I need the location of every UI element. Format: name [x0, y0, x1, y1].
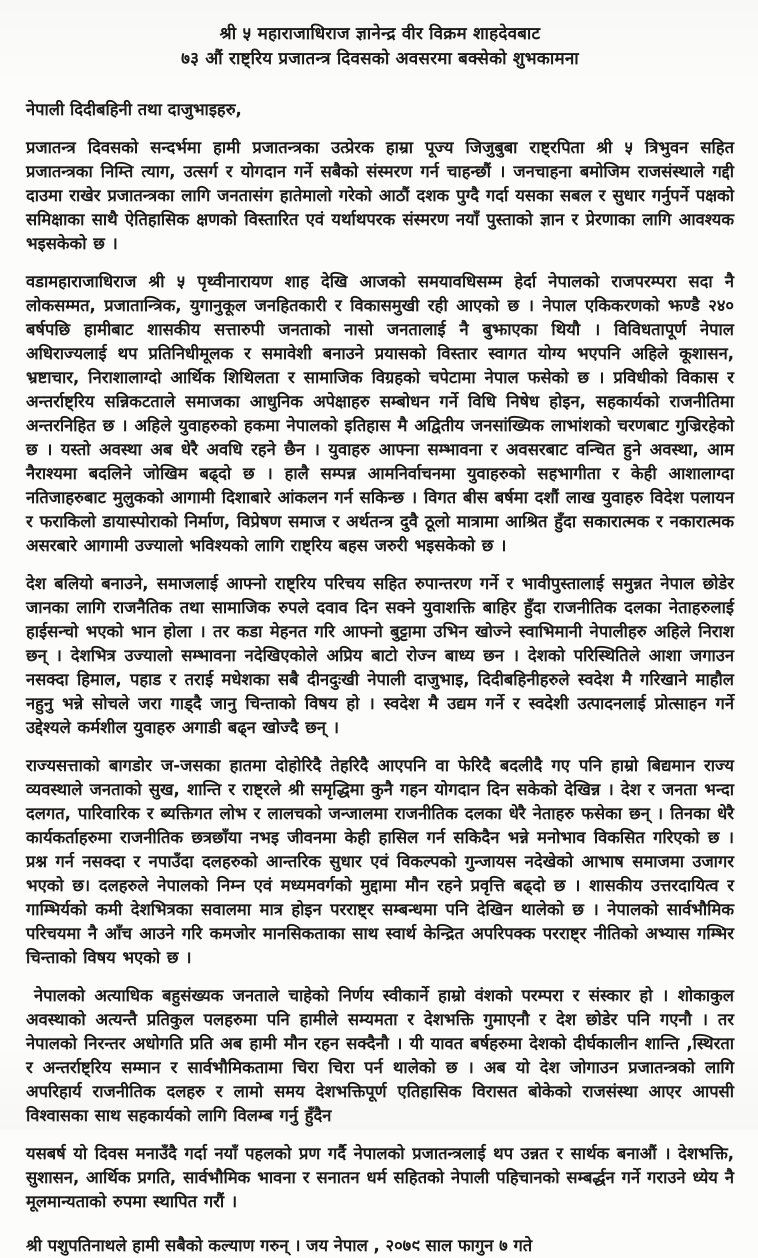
heading-occasion-line: ७३ औं राष्ट्रिय प्रजातन्त्र दिवसको अवसरमा बक्सेको शुभकामना	[181, 49, 579, 69]
heading-sender-line: श्री ५ महाराजाधिराज ज्ञानेन्द्र वीर विक्रम शाहदेवबाट	[219, 24, 541, 44]
paragraph-history-youth: वडामहाराजाधिराज श्री ५ पृथ्वीनारायण शाह देखि आजको समयावधिसम्म हेर्दा नेपालको राजपरम्परा सदा नै लोकसम्मत, प्रजातान्त्रिक, युगानुकूल जनहितकारी र विकासमुखी रही आएको छ । नेपाल एकिकरणको झण्डै २४० बर्षपछि हामीबाट शासकीय सत्तारुपी जनताको नासो जनतालाई नै बुझाएका थियौ । विविधतापूर्ण नेपाल अधिराज्यलाई थप प्रतिनिधीमूलक र समावेशी बनाउने प्रयासको विस्तार स्वागत योग्य भएपनि अहिले कूशासन, भ्रष्टाचार, निराशालाग्दो आर्थिक शिथिलता र सामाजिक विग्रहको चपेटामा नेपाल फसेको छ । प्रविधीको विकास र अन्तर्राष्ट्रिय सन्निकटताले समाजका आधुनिक अपेक्षाहरु सम्बोधन गर्ने विधि निषेध होइन, सहकार्यको राजनीतिमा अन्तरनिहित छ । अहिले युवाहरुको हकमा नेपालको इतिहास मै अद्वितीय जनसांख्यिक लाभांशको चरणबाट गुज्रिरहेको छ । यस्तो अवस्था अब धेरै अवधि रहने छैन । युवाहरु आफ्ना सम्भावना र अवसरबाट वन्चित हुने अवस्था, आम नैराश्यमा बदलिने जोखिम बढ्दो छ । हालै सम्पन्न आमनिर्वाचनमा युवाहरुको सहभागीता र केही आशालाग्दा नतिजाहरुबाट मुलुकको आगामी दिशाबारे आंकलन गर्न सकिन्छ । विगत बीस बर्षमा दशौं लाख युवाहरु विदेश पलायन र फराकिलो डायास्पोराको निर्माण, विप्रेषण समाज र अर्थतन्त्र दुवै ठूलो मात्रामा आश्रित हुँदा सकारात्मक र नकारात्मक असरबारे आगामी उज्यालो भविश्यको लागि राष्ट्रिय बहस जरुरी भइसकेको छ ।	[26, 272, 734, 555]
paragraph-migration-concern: देश बलियो बनाउने, समाजलाई आफ्नो राष्ट्रिय परिचय सहित रुपान्तरण गर्ने र भावीपुस्तालाई समुन्नत नेपाल छोडेर जानका लागि राजनैतिक तथा सामाजिक रुपले दवाव दिन सक्ने युवाशक्ति बाहिर हुँदा राजनीतिक दलका नेताहरुलाई हाईसन्चो भएको भान होला । तर कडा मेहनत गरि आफ्नो बुट्टामा उभिन खोज्ने स्वाभिमानी नेपालीहरु अहिले निराश छन् । देशभित्र उज्यालो सम्भावना नदेखिएकोले अप्रिय बाटो रोज्न बाध्य छन । देशको परिस्थितिले आशा जगाउन नसक्दा हिमाल, पहाड र तराई मधेशका सबै दीनदुःखी नेपाली दाजुभाइ, दिदीबहिनीहरुले स्वदेश मै गरिखाने माहौल नहुनु भन्ने सोचले जरा गाड्दै जानु चिन्ताको विषय हो । स्वदेश मै उद्यम गर्ने र स्वदेशी उत्पादनलाई प्रोत्साहन गर्ने उद्देश्यले कर्मशील युवाहरु अगाडी बढ्न खोज्दै छन् ।	[26, 574, 734, 737]
letter-heading	[26, 22, 734, 72]
paragraph-state-governance: राज्यसत्ताको बागडोर ज-जसका हातमा दोहोरिदै तेहरिदै आएपनि वा फेरिदै बदलीदै गए पनि हाम्रो बिद्यमान राज्य व्यवस्थाले जनताको सुख, शान्ति र राष्ट्रले श्री समृद्धिमा कुनै गहन योगदान दिन सकेको देखिन्न । देश र जनता भन्दा दलगत, पारिवारिक र ब्यक्तिगत लोभ र लालचको जन्जालमा राजनीतिक दलका धेरै नेताहरु फसेका छन् । तिनका धेरै कार्यकर्ताहरुमा राजनीतिक छत्रछाँया नभइ जीवनमा केही हासिल गर्न सकिदैन भन्ने मनोभाव विकसित गरिएको छ । प्रश्न गर्न नसक्दा र नपाउँदा दलहरुको आन्तरिक सुधार एवं विकल्पको गुन्जायस नदेखेको आभाष समाजमा उजागर भएको छ। दलहरुले नेपालको निम्न एवं मध्यमवर्गको मुद्दामा मौन रहने प्रवृत्ति बढ्दो छ । शासकीय उत्तरदायित्व र गाम्भिर्यको कमी देशभित्रका सवालमा मात्र होइन परराष्ट्र सम्बन्धमा पनि देखिन थालेको छ । नेपालको सार्वभौमिक परिचयमा नै आँच आउने गरि कमजोर मानसिकताका साथ स्वार्थ केन्द्रित अपरिपक्क परराष्ट्र नीतिको अभ्यास गम्भिर चिन्ताको विषय भएको छ ।	[26, 756, 734, 967]
closing-blessing-date-line: श्री पशुपतिनाथले हामी सबैको कल्याण गरुन् । जय नेपाल , २०७९ साल फागुन ७ गते	[26, 1236, 533, 1255]
salutation: नेपाली दिदीबहिनी तथा दाजुभाइहरु,	[26, 100, 242, 119]
paragraph-royal-tradition: नेपालको अत्याधिक बहुसंख्यक जनताले चाहेको निर्णय स्वीकार्ने हाम्रो वंशको परम्परा र संस्कार हो । शोकाकुल अवस्थाको अत्यन्तै प्रतिकुल पलहरुमा पनि हामीले सम्यमता र देशभक्ति गुमाएनौ र देश छोडेर पनि गएनौ । तर नेपालको निरन्तर अधोगति प्रति अब हामी मौन रहन सक्दैनौ । यी यावत बर्षहरुमा देशको दीर्घकालीन शान्ति ,स्थिरता र अन्तर्राष्ट्रिय सम्मान र सार्वभौमिकतामा चिरा चिरा पर्न थालेको छ । अब यो देश जोगाउन प्रजातन्त्रको लागि अपरिहार्य राजनीतिक दलहरु र लामो समय देशभक्तिपूर्ण एतिहासिक विरासत बोकेको राजसंस्था आएर आपसी विश्वासका साथ सहकार्यको लागि विलम्ब गर्नु हुँदैन	[26, 986, 734, 1125]
paragraph-remembrance: प्रजातन्त्र दिवसको सन्दर्भमा हामी प्रजातन्त्रका उत्प्रेरक हाम्रा पूज्य जिजुबुबा राष्ट्रपिता श्री ५ त्रिभुवन सहित प्रजातन्त्रका निम्ति त्याग, उत्सर्ग र योगदान गर्ने सबैको संस्मरण गर्न चाहन्छौं । जनचाहना बमोजिम राजसंस्थाले गद्दी दाउमा राखेर प्रजातन्त्रका लागि जनतासंग हातेमालो गरेको आठौं दशक पुग्दै गर्दा यसका सबल र सुधार गर्नुपर्ने पक्षको समिक्षाका साथै ऐतिहासिक क्षणको विस्तारित एवं यर्थाथपरक संस्मरण नयाँ पुस्ताको ज्ञान र प्रेरणाका लागि आवश्यक भइसकेको छ ।	[26, 138, 734, 253]
paragraph-resolution: यसबर्ष यो दिवस मनाउँदै गर्दा नयाँ पहलको प्रण गर्दै नेपालको प्रजातन्त्रलाई थप उन्नत र सार्थक बनाऔं । देशभक्ति, सुशासन, आर्थिक प्रगति, सार्वभौमिक भावना र सनातन धर्म सहितको नेपाली पहिचानको सम्बर्द्धन गर्ने गराउने ध्येय नै मूलमान्यताको रुपमा स्थापित गरौं ।	[26, 1144, 734, 1211]
